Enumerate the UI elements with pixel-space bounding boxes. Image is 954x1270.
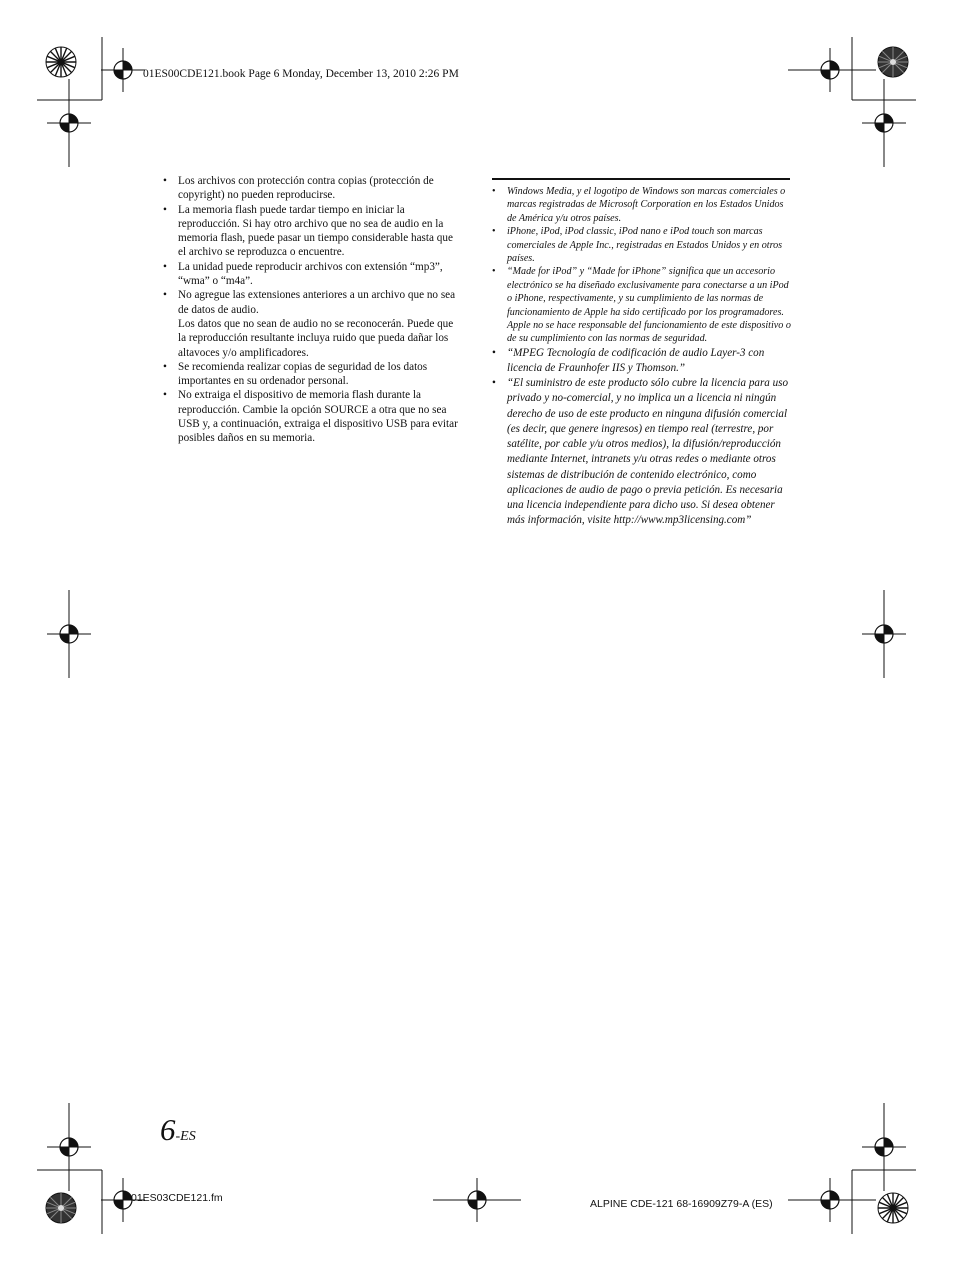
list-item: • “MPEG Tecnología de codificación de audio Layer-3 con licencia de Fraunhofer IIS y Thomson.”	[490, 346, 792, 376]
list-item: • La unidad puede reproducir archivos con extensión “mp3”, “wma” o “m4a”.	[160, 260, 462, 289]
trademark-notes-list	[490, 185, 792, 346]
page-number-suffix: -ES	[175, 1129, 196, 1144]
footer-model-code: ALPINE CDE-121 68-16909Z79-A (ES)	[590, 1198, 773, 1210]
list-item: • La memoria flash puede tardar tiempo en iniciar la reproducción. Si hay otro archivo que no sea de audio en la memoria flash, puede pasar un tiempo considerable hasta que el archivo se reproduzca o encuentre.	[160, 203, 462, 260]
list-item: • No extraiga el dispositivo de memoria flash durante la reproducción. Cambie la opción SOURCE a otra que no sea USB y, a continuación, extraiga el dispositivo USB para evitar posibles daños en su memoria.	[160, 388, 462, 445]
list-item: • “Made for iPod” y “Made for iPhone” significa que un accesorio electrónico se ha diseñado exclusivamente para conectarse a un iPod o iPhone, respectivamente, y su cumplimiento de las normas de funcionamiento de Apple ha sido certificado por los programadores. Apple no se hace responsable del funcionamiento de este dispositivo o de su cumplimiento con las normas de seguridad.	[490, 265, 792, 345]
left-column	[160, 174, 462, 446]
page-number-value: 6	[160, 1112, 176, 1147]
print-header-line: 01ES00CDE121.book Page 6 Monday, December 13, 2010 2:26 PM	[143, 68, 459, 80]
list-item: • Windows Media, y el logotipo de Windows son marcas comerciales o marcas registradas de Microsoft Corporation en los Estados Unidos de América y/u otros países.	[490, 185, 792, 225]
list-item: • No agregue las extensiones anteriores a un archivo que no sea de datos de audio. Los datos que no sean de audio no se reconocerán. Puede que la reproducción resultante incluya ruido que pueda dañar los altavoces y/o amplificadores.	[160, 288, 462, 359]
footer-file-name: 01ES03CDE121.fm	[131, 1192, 223, 1204]
usb-notes-list	[160, 174, 462, 446]
list-item: • “El suministro de este producto sólo cubre la licencia para uso privado y no-comercial, y no implica un a licencia ni ningún derecho de uso de este producto en ninguna difusión comercial (es decir, que genere ingresos) en tiempo real (terrestre, por satélite, por cable y/u otros medios), la difusión/reproducción mediante Internet, intranets y/u otras redes o mediante otros sistemas de distribución de contenido electrónico, como aplicaciones de audio de pago o previa petición. Es necesaria una licencia independiente para dicho uso. Si desea obtener más información, visite http://www.mp3licensing.com”	[490, 376, 792, 528]
right-column	[490, 185, 792, 528]
list-item-continuation: Los datos que no sean de audio no se reconocerán. Puede que la reproducción resultante incluya ruido que pueda dañar los altavoces y/o amplificadores.	[178, 317, 454, 359]
list-item: • iPhone, iPod, iPod classic, iPod nano e iPod touch son marcas comerciales de Apple Inc., registradas en Estados Unidos y en otros países.	[490, 225, 792, 265]
section-rule	[492, 178, 790, 180]
list-item: • Los archivos con protección contra copias (protección de copyright) no pueden reproducirse.	[160, 174, 462, 203]
page-number	[160, 1112, 196, 1148]
list-item: • Se recomienda realizar copias de seguridad de los datos importantes en su ordenador personal.	[160, 360, 462, 389]
license-notes-list	[490, 346, 792, 528]
